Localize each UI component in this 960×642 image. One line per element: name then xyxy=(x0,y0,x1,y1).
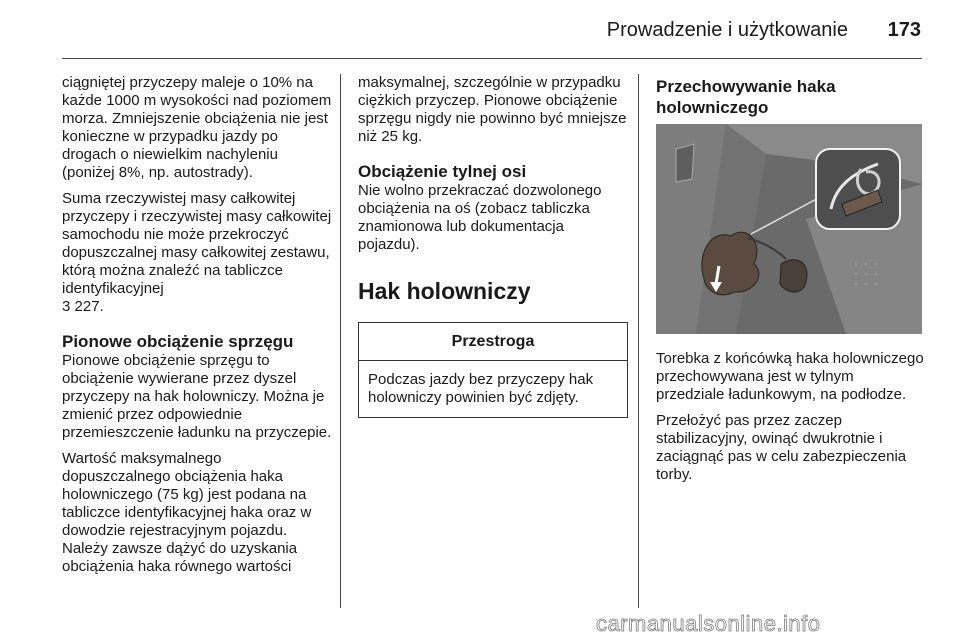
column-3 xyxy=(656,74,924,492)
warning-box xyxy=(358,322,628,418)
paragraph xyxy=(62,190,334,316)
paragraph: Pionowe obciążenie sprzęgu to obciążenie wywierane przez dyszel przyczepy na hak holowniczy. Można je zmienić przez odpowiednie przemieszczenie ładunku na przyczepie. xyxy=(62,352,332,441)
paragraph: Przełożyć pas przez zaczep stabilizacyjny, owinąć dwukrotnie i zaciągnąć pas w celu zabezpieczenia torby. xyxy=(656,412,907,483)
section-heading: Przechowywanie haka holowniczego xyxy=(656,77,836,117)
column-divider xyxy=(340,74,341,608)
paragraph-text: Suma rzeczywistej masy całkowitej przyczepy i rzeczywistej masy całkowitej samochodu nie może przekroczyć dopuszczalnej masy całkowitej zestawu, którą można znaleźć na tabliczce identyfikacyjnej xyxy=(62,190,332,297)
column-2 xyxy=(358,74,628,418)
detail-inset xyxy=(816,149,900,229)
paragraph: Torebka z końcówką haka holowniczego przechowywana jest w tylnym przedziale ładunkowym, na podłodze. xyxy=(656,350,924,403)
warning-title: Przestroga xyxy=(359,323,627,361)
header-title: Prowadzenie i użytkowanie xyxy=(606,19,848,41)
paragraph: Nie wolno przekraczać dozwolonego obciążenia na oś (zobacz tabliczka znamionowa lub dokumentacja pojazdu). xyxy=(358,182,602,253)
column-divider xyxy=(638,74,639,608)
paragraph: ciągniętej przyczepy maleje o 10% na każde 1000 m wysokości nad poziomem morza. Zmniejszenie obciążenia nie jest konieczne w przypadku jazdy po drogach o niewielkim nachyleniu (poniżej 8%, np. autostrady). xyxy=(62,74,332,181)
tow-bag xyxy=(702,232,759,295)
paragraph: Wartość maksymalnego dopuszczalnego obciążenia haka holowniczego (75 kg) jest podana na tabliczce identyfikacyjnej haka oraz w dowodzie rejestracyjnym pojazdu. Należy zawsze dążyć do uzyskania obciążenia haka równego wartości xyxy=(62,450,312,575)
section-heading: Obciążenie tylnej osi xyxy=(358,162,527,181)
page-reference-link[interactable]: 3 227. xyxy=(62,298,104,315)
warning-text: Podczas jazdy bez przyczepy hak holowniczy powinien być zdjęty. xyxy=(368,371,594,406)
header-rule xyxy=(62,58,922,59)
chapter-title: Hak holowniczy xyxy=(358,278,531,304)
section-heading: Pionowe obciążenie sprzęgu xyxy=(62,332,294,351)
page-header xyxy=(0,0,960,60)
column-1 xyxy=(62,74,334,584)
towbar-storage-illustration xyxy=(656,124,922,334)
page-number: 173 xyxy=(887,19,921,41)
paragraph: maksymalnej, szczególnie w przypadku ciężkich przyczep. Pionowe obciążenie sprzęgu nigdy nie powinno być mniejsze niż 25 kg. xyxy=(358,74,627,145)
watermark: carmanualsonline.info xyxy=(596,611,821,636)
